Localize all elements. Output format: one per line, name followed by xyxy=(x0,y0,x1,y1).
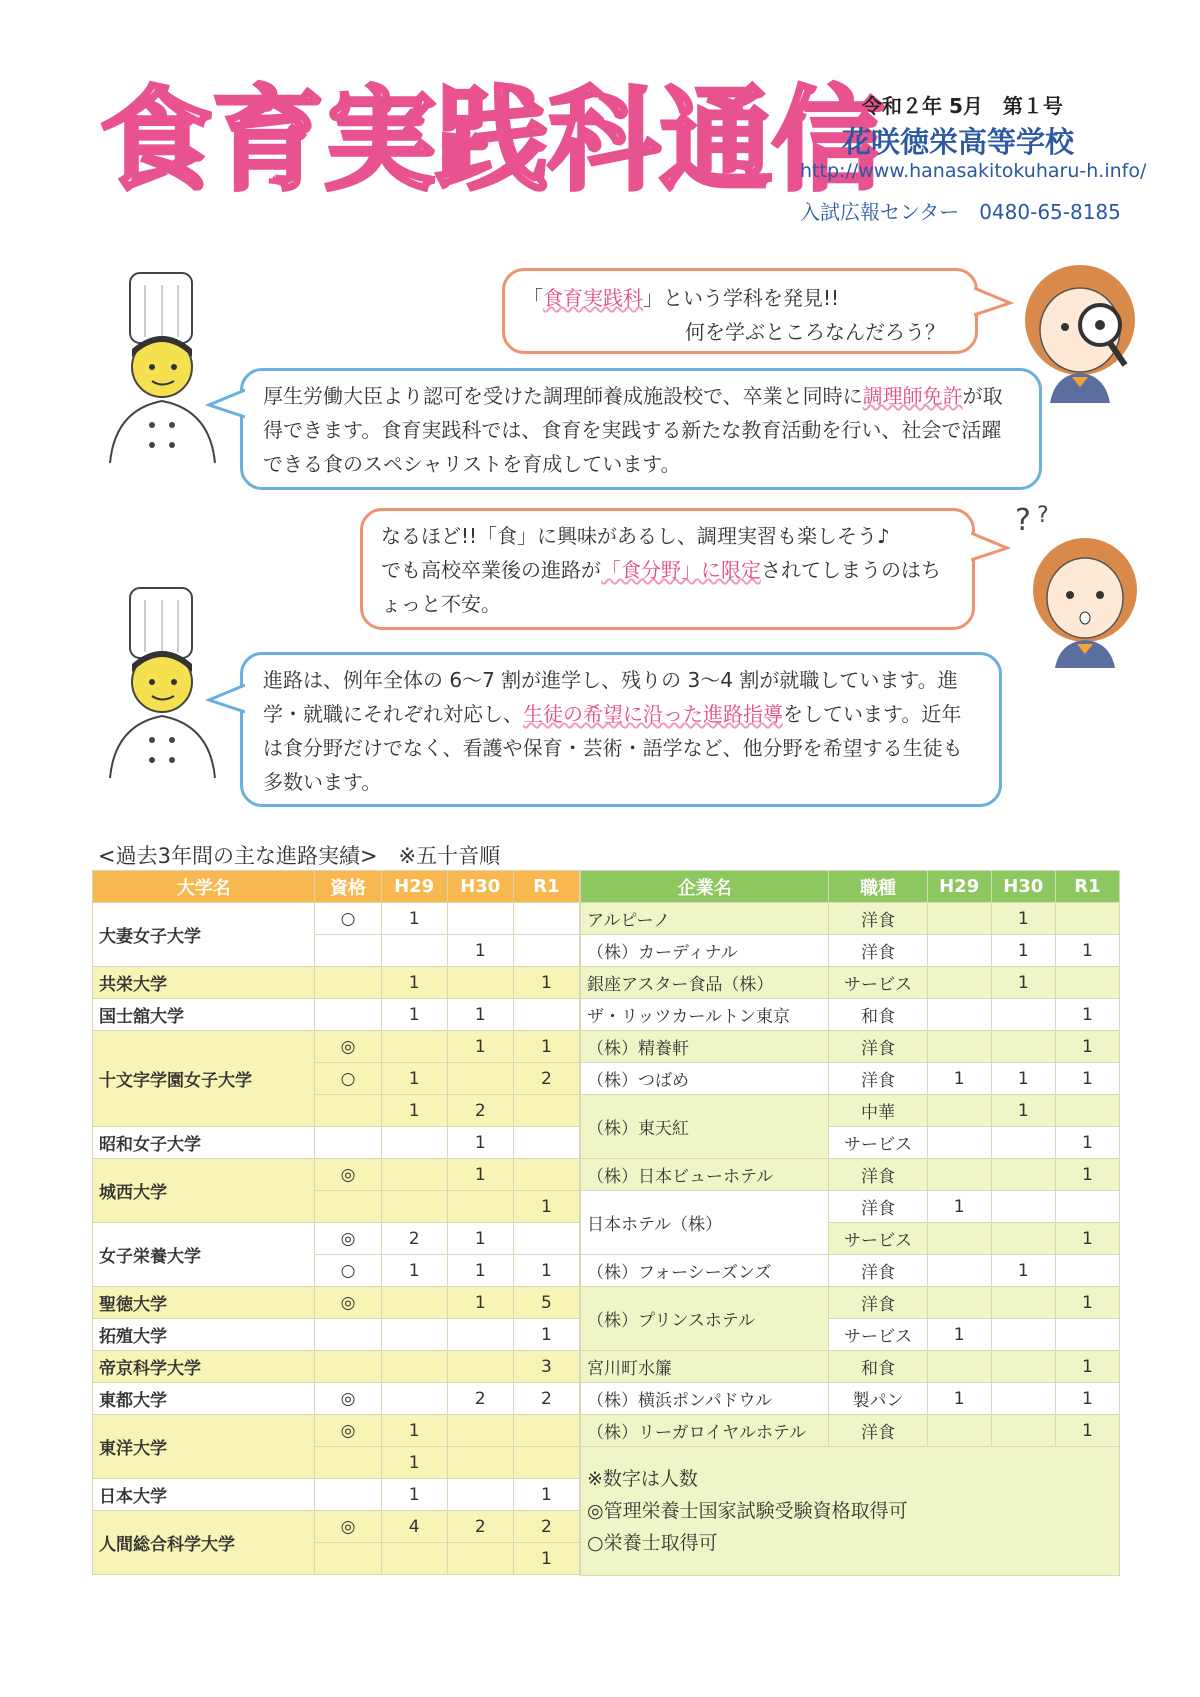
job-type-cell: 洋食 xyxy=(829,1159,927,1191)
bubble4-text-post: をしています。近年は食分野だけでなく、看護や保育・芸術・語学など、他分野を希望する生徒も多数います。 xyxy=(263,702,963,794)
count-h30 xyxy=(447,1191,513,1223)
table-row xyxy=(93,1223,580,1255)
job-type-cell: 中華 xyxy=(829,1095,927,1127)
count-r1: 1 xyxy=(1055,1127,1119,1159)
table-row xyxy=(93,1159,580,1191)
count-h29 xyxy=(381,1351,447,1383)
count-h30: 1 xyxy=(447,999,513,1031)
student-thinking-illustration xyxy=(1015,500,1145,670)
count-h29: 1 xyxy=(927,1383,991,1415)
count-r1: 3 xyxy=(513,1351,579,1383)
count-r1: 5 xyxy=(513,1287,579,1319)
count-h29: 1 xyxy=(927,1319,991,1351)
count-h29: 1 xyxy=(927,1063,991,1095)
company-name: 日本ホテル（株） xyxy=(581,1191,829,1255)
count-h30 xyxy=(447,1063,513,1095)
university-name: 東都大学 xyxy=(93,1383,315,1415)
co-header-cell: R1 xyxy=(1055,871,1119,903)
table-row xyxy=(581,967,1120,999)
speech-bubble-chef-2 xyxy=(240,652,1002,807)
school-name: 花咲徳栄高等学校 xyxy=(842,125,1075,159)
table-row xyxy=(581,1287,1120,1319)
legend-note: ○栄養士取得可 xyxy=(587,1532,718,1554)
count-h29 xyxy=(927,999,991,1031)
qualification-cell xyxy=(315,1447,381,1479)
job-type-cell: サービス xyxy=(829,1223,927,1255)
bubble2-tail xyxy=(205,385,245,425)
count-h29 xyxy=(381,935,447,967)
count-h30 xyxy=(447,1319,513,1351)
job-type-cell: 洋食 xyxy=(829,1031,927,1063)
job-type-cell: サービス xyxy=(829,1319,927,1351)
table-row xyxy=(581,1351,1120,1383)
uni-header-cell: H29 xyxy=(381,871,447,903)
table-row xyxy=(93,1287,580,1319)
company-name: 銀座アスター食品（株） xyxy=(581,967,829,999)
university-name: 国士舘大学 xyxy=(93,999,315,1031)
table-row xyxy=(93,967,580,999)
count-r1: 1 xyxy=(1055,1031,1119,1063)
university-table xyxy=(92,870,580,1575)
count-r1 xyxy=(513,1223,579,1255)
page-title: 食育実践科通信 xyxy=(100,76,884,206)
bubble2-text-post: が取得できます。食育実践科では、食育を実践する新たな教育活動を行い、社会で活躍できる食のスペシャリストを育成しています。 xyxy=(263,384,1003,476)
uni-header-cell: R1 xyxy=(513,871,579,903)
count-h30: 1 xyxy=(991,967,1055,999)
count-r1 xyxy=(513,935,579,967)
count-r1: 2 xyxy=(513,1383,579,1415)
company-table-header xyxy=(581,871,1120,903)
table-row xyxy=(581,1031,1120,1063)
count-h30: 1 xyxy=(991,935,1055,967)
company-name: アルピーノ xyxy=(581,903,829,935)
bubble2-highlight: 調理師免許 xyxy=(862,384,963,408)
count-h29: 1 xyxy=(381,1255,447,1287)
count-h30: 1 xyxy=(447,1159,513,1191)
count-h29 xyxy=(381,1031,447,1063)
count-h30: 1 xyxy=(447,1223,513,1255)
count-h29: 1 xyxy=(927,1191,991,1223)
count-r1: 1 xyxy=(513,1543,579,1575)
count-r1 xyxy=(513,1447,579,1479)
qualification-cell: ◎ xyxy=(315,1415,381,1447)
bubble1-tail xyxy=(974,283,1014,323)
job-type-cell: 製パン xyxy=(829,1383,927,1415)
qualification-cell xyxy=(315,1127,381,1159)
qualification-cell: ◎ xyxy=(315,1511,381,1543)
company-name: 宮川町水簾 xyxy=(581,1351,829,1383)
bubble3-highlight: 「食分野」に限定 xyxy=(601,558,761,582)
count-h30 xyxy=(991,1287,1055,1319)
table-row xyxy=(93,1383,580,1415)
table-row xyxy=(93,1511,580,1543)
qualification-cell xyxy=(315,1479,381,1511)
table-row xyxy=(93,1479,580,1511)
table-row xyxy=(93,1127,580,1159)
count-h30 xyxy=(447,903,513,935)
count-h30: 1 xyxy=(991,1255,1055,1287)
table-row xyxy=(93,903,580,935)
count-h30 xyxy=(991,1031,1055,1063)
count-h30 xyxy=(447,967,513,999)
bubble3-text-pre: でも高校卒業後の進路が xyxy=(381,558,601,582)
company-name: （株）つばめ xyxy=(581,1063,829,1095)
count-h30 xyxy=(991,1223,1055,1255)
job-type-cell: 洋食 xyxy=(829,903,927,935)
count-h30: 1 xyxy=(991,1063,1055,1095)
table-row xyxy=(581,1383,1120,1415)
section-title: <過去3年間の主な進路実績> ※五十音順 xyxy=(98,844,501,868)
university-name: 東洋大学 xyxy=(93,1415,315,1479)
count-h29 xyxy=(927,1127,991,1159)
bubble1-line2: 何を学ぶところなんだろう？ xyxy=(685,320,945,344)
qualification-cell xyxy=(315,1191,381,1223)
university-name: 聖徳大学 xyxy=(93,1287,315,1319)
count-r1 xyxy=(1055,903,1119,935)
count-h29: 1 xyxy=(381,967,447,999)
speech-bubble-student-1 xyxy=(502,268,978,354)
table-row xyxy=(581,1415,1120,1447)
count-r1: 1 xyxy=(1055,1223,1119,1255)
count-h30 xyxy=(991,1127,1055,1159)
count-h29 xyxy=(381,1287,447,1319)
count-r1 xyxy=(1055,967,1119,999)
qualification-cell: ○ xyxy=(315,903,381,935)
count-r1 xyxy=(513,903,579,935)
qualification-cell: ○ xyxy=(315,1255,381,1287)
count-h29 xyxy=(927,967,991,999)
count-r1: 1 xyxy=(1055,999,1119,1031)
count-h29: 1 xyxy=(381,903,447,935)
count-h29 xyxy=(381,1319,447,1351)
qualification-cell xyxy=(315,1319,381,1351)
count-r1: 1 xyxy=(513,1191,579,1223)
company-name: （株）横浜ポンパドウル xyxy=(581,1383,829,1415)
count-h29 xyxy=(927,1095,991,1127)
company-name: （株）日本ビューホテル xyxy=(581,1159,829,1191)
contact-info: 入試広報センター 0480-65-8185 xyxy=(800,200,1121,224)
count-r1 xyxy=(1055,1095,1119,1127)
count-r1 xyxy=(513,999,579,1031)
university-name: 昭和女子大学 xyxy=(93,1127,315,1159)
company-name: （株）精養軒 xyxy=(581,1031,829,1063)
bubble4-text-pre: 進路は、例年全体の 6～7 割が進学し、残りの 3～4 割が就職しています。進学・就職にそれぞれ対応し、 xyxy=(263,668,958,726)
count-h30: 1 xyxy=(991,1095,1055,1127)
count-h29 xyxy=(927,1031,991,1063)
count-h30: 1 xyxy=(447,1255,513,1287)
table-row xyxy=(93,1319,580,1351)
count-r1: 1 xyxy=(513,967,579,999)
svg-text:?: ? xyxy=(1015,503,1031,538)
count-h30 xyxy=(991,1191,1055,1223)
count-r1 xyxy=(513,1415,579,1447)
co-header-cell: 職種 xyxy=(829,871,927,903)
co-header-cell: 企業名 xyxy=(581,871,829,903)
job-type-cell: 洋食 xyxy=(829,1063,927,1095)
svg-text:?: ? xyxy=(1037,503,1049,528)
count-h29: 1 xyxy=(381,1095,447,1127)
co-header-cell: H29 xyxy=(927,871,991,903)
count-r1 xyxy=(1055,1191,1119,1223)
count-h29 xyxy=(927,1223,991,1255)
table-row xyxy=(581,1255,1120,1287)
university-name: 日本大学 xyxy=(93,1479,315,1511)
job-type-cell: 和食 xyxy=(829,1351,927,1383)
count-h29: 1 xyxy=(381,999,447,1031)
job-type-cell: 洋食 xyxy=(829,1415,927,1447)
count-r1: 1 xyxy=(1055,1159,1119,1191)
count-r1 xyxy=(513,1095,579,1127)
bubble1-text-pre: 「 xyxy=(523,286,543,310)
count-r1 xyxy=(1055,1255,1119,1287)
count-r1: 1 xyxy=(1055,1287,1119,1319)
job-type-cell: 洋食 xyxy=(829,1287,927,1319)
table-row xyxy=(581,1159,1120,1191)
count-h30: 1 xyxy=(447,935,513,967)
bubble3-line1: なるほど!!「食」に興味があるし、調理実習も楽しそう♪ xyxy=(381,524,890,548)
count-h29 xyxy=(927,935,991,967)
bubble4-tail xyxy=(205,680,245,720)
qualification-cell xyxy=(315,1543,381,1575)
legend-note: ◎管理栄養士国家試験受験資格取得可 xyxy=(587,1500,908,1522)
count-h29 xyxy=(927,1287,991,1319)
count-h30 xyxy=(447,1415,513,1447)
university-name: 城西大学 xyxy=(93,1159,315,1223)
count-h30 xyxy=(447,1447,513,1479)
notes-row xyxy=(581,1447,1120,1576)
count-r1: 1 xyxy=(513,1255,579,1287)
uni-header-cell: 資格 xyxy=(315,871,381,903)
table-row xyxy=(93,1031,580,1063)
speech-bubble-student-2 xyxy=(360,508,975,630)
job-type-cell: サービス xyxy=(829,967,927,999)
count-h30 xyxy=(991,1351,1055,1383)
qualification-cell xyxy=(315,1351,381,1383)
table-row xyxy=(93,1415,580,1447)
count-r1: 1 xyxy=(1055,1351,1119,1383)
table-row xyxy=(581,999,1120,1031)
count-h29 xyxy=(381,1127,447,1159)
bubble2-text-pre: 厚生労働大臣より認可を受けた調理師養成施設校で、卒業と同時に xyxy=(263,384,863,408)
university-name: 大妻女子大学 xyxy=(93,903,315,967)
qualification-cell: ◎ xyxy=(315,1223,381,1255)
qualification-cell xyxy=(315,999,381,1031)
qualification-cell: ○ xyxy=(315,1063,381,1095)
count-r1: 1 xyxy=(513,1479,579,1511)
table-row xyxy=(581,935,1120,967)
company-name: （株）リーガロイヤルホテル xyxy=(581,1415,829,1447)
count-r1: 1 xyxy=(513,1031,579,1063)
university-name: 帝京科学大学 xyxy=(93,1351,315,1383)
count-r1: 1 xyxy=(1055,1063,1119,1095)
table-row xyxy=(581,1191,1120,1223)
bubble3-tail xyxy=(971,528,1011,568)
count-r1 xyxy=(513,1159,579,1191)
job-type-cell: 洋食 xyxy=(829,1255,927,1287)
count-h29: 1 xyxy=(381,1415,447,1447)
qualification-cell: ◎ xyxy=(315,1383,381,1415)
count-h30 xyxy=(991,1159,1055,1191)
count-h29 xyxy=(927,903,991,935)
qualification-cell xyxy=(315,935,381,967)
count-h30: 2 xyxy=(447,1511,513,1543)
qualification-cell xyxy=(315,1095,381,1127)
company-name: （株）カーディナル xyxy=(581,935,829,967)
job-type-cell: 洋食 xyxy=(829,935,927,967)
table-row xyxy=(581,903,1120,935)
count-h29 xyxy=(381,1543,447,1575)
count-h29: 2 xyxy=(381,1223,447,1255)
count-h30 xyxy=(991,999,1055,1031)
count-h29 xyxy=(927,1159,991,1191)
count-r1: 2 xyxy=(513,1511,579,1543)
university-name: 十文字学園女子大学 xyxy=(93,1031,315,1127)
count-h29 xyxy=(927,1415,991,1447)
count-r1: 1 xyxy=(513,1319,579,1351)
qualification-cell xyxy=(315,967,381,999)
table-row xyxy=(581,1063,1120,1095)
count-r1: 1 xyxy=(1055,1383,1119,1415)
bubble1-text-post: 」という学科を発見!! xyxy=(643,286,840,310)
count-h30: 1 xyxy=(447,1127,513,1159)
speech-bubble-chef-1 xyxy=(240,368,1042,490)
count-h30 xyxy=(991,1319,1055,1351)
bubble3-text-post: されてしまうのはちょっと不安。 xyxy=(381,558,941,616)
qualification-cell: ◎ xyxy=(315,1287,381,1319)
bubble1-highlight: 食育実践科 xyxy=(543,286,643,310)
co-header-cell: H30 xyxy=(991,871,1055,903)
university-table-header xyxy=(93,871,580,903)
university-name: 女子栄養大学 xyxy=(93,1223,315,1287)
job-type-cell: サービス xyxy=(829,1127,927,1159)
count-r1 xyxy=(1055,1319,1119,1351)
company-name: ザ・リッツカールトン東京 xyxy=(581,999,829,1031)
job-type-cell: 和食 xyxy=(829,999,927,1031)
count-h30 xyxy=(991,1383,1055,1415)
issue-number: 令和２年 5月 第１号 xyxy=(862,94,1063,118)
count-r1: 2 xyxy=(513,1063,579,1095)
count-r1: 1 xyxy=(1055,1415,1119,1447)
company-name: （株）プリンスホテル xyxy=(581,1287,829,1351)
count-h29 xyxy=(927,1351,991,1383)
count-h29 xyxy=(381,1159,447,1191)
count-h29 xyxy=(927,1255,991,1287)
count-r1: 1 xyxy=(1055,935,1119,967)
count-h29: 1 xyxy=(381,1447,447,1479)
count-h30: 2 xyxy=(447,1095,513,1127)
count-h30 xyxy=(447,1351,513,1383)
uni-header-cell: 大学名 xyxy=(93,871,315,903)
university-name: 拓殖大学 xyxy=(93,1319,315,1351)
count-h30 xyxy=(447,1479,513,1511)
company-table xyxy=(580,870,1120,1576)
count-h30 xyxy=(991,1415,1055,1447)
count-h30: 1 xyxy=(447,1287,513,1319)
qualification-cell: ◎ xyxy=(315,1159,381,1191)
bubble4-highlight: 生徒の希望に沿った進路指導 xyxy=(523,702,783,726)
count-h30: 1 xyxy=(991,903,1055,935)
legend-notes xyxy=(581,1447,1120,1576)
qualification-cell: ◎ xyxy=(315,1031,381,1063)
company-name: （株）フォーシーズンズ xyxy=(581,1255,829,1287)
count-h29: 1 xyxy=(381,1063,447,1095)
university-name: 人間総合科学大学 xyxy=(93,1511,315,1575)
school-url[interactable]: http://www.hanasakitokuharu-h.info/ xyxy=(800,160,1147,182)
table-row xyxy=(581,1095,1120,1127)
uni-header-cell: H30 xyxy=(447,871,513,903)
table-row xyxy=(93,999,580,1031)
count-h29 xyxy=(381,1191,447,1223)
company-name: （株）東天紅 xyxy=(581,1095,829,1159)
count-r1 xyxy=(513,1127,579,1159)
count-h30 xyxy=(447,1543,513,1575)
count-h29 xyxy=(381,1383,447,1415)
chef-illustration-1 xyxy=(90,265,240,465)
count-h30: 1 xyxy=(447,1031,513,1063)
legend-note: ※数字は人数 xyxy=(587,1468,698,1490)
table-row xyxy=(93,1351,580,1383)
job-type-cell: 洋食 xyxy=(829,1191,927,1223)
count-h30: 2 xyxy=(447,1383,513,1415)
count-h29: 1 xyxy=(381,1479,447,1511)
count-h29: 4 xyxy=(381,1511,447,1543)
university-name: 共栄大学 xyxy=(93,967,315,999)
